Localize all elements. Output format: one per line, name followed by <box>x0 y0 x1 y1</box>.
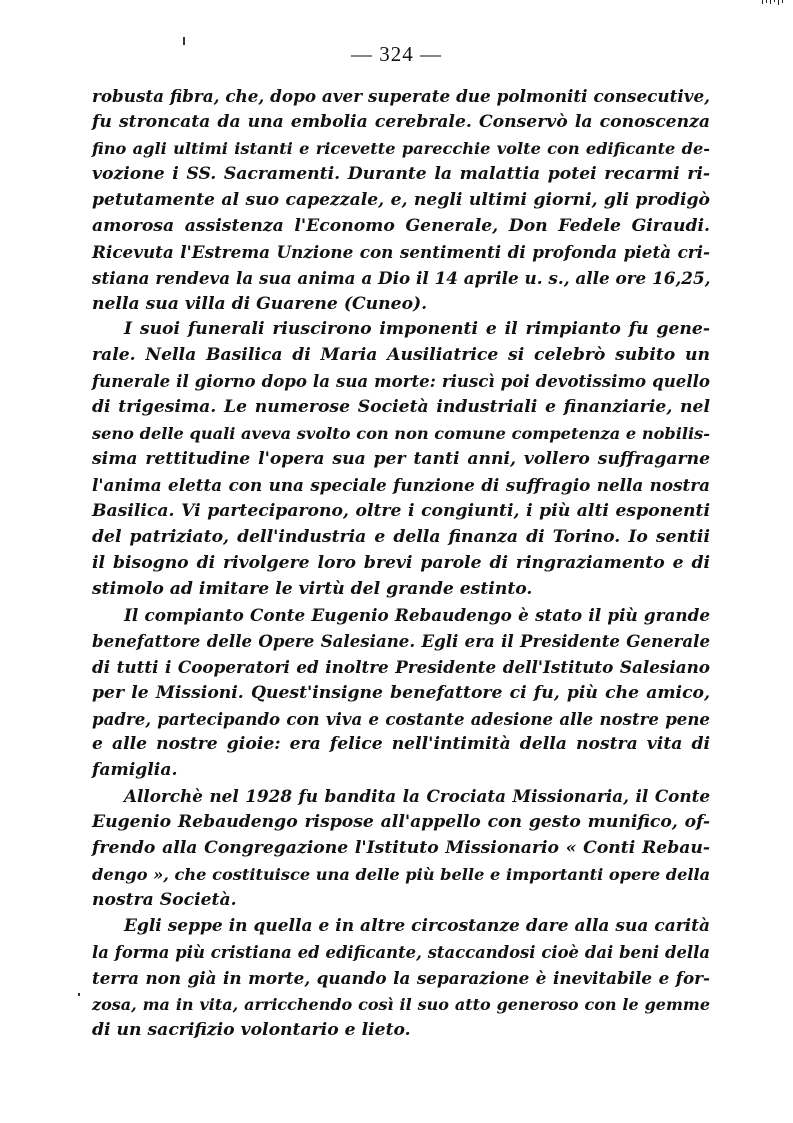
scan-speck <box>760 0 786 5</box>
paragraph-end-line: stimolo ad imitare le virtù del grande estinto. <box>92 578 533 599</box>
text-line: robusta fibra, che, dopo aver superate due polmoniti consecutive, <box>92 86 710 106</box>
text-line: Basilica. Vi parteciparono, oltre i congiunti, i più alti esponenti <box>92 501 710 521</box>
paragraph-first-line: Egli seppe in quella e in altre circostanze dare alla sua carità <box>124 916 710 936</box>
text-line: del patriziato, dell'industria e della finanza di Torino. Io sentii <box>92 526 710 547</box>
text-line: e alle nostre gioie: era felice nell'intimità della nostra vita di <box>92 734 710 755</box>
scan-mark <box>78 993 80 996</box>
text-line: padre, partecipando con viva e costante adesione alle nostre pene <box>92 708 710 729</box>
paragraph-first-line: Il compianto Conte Eugenio Rebaudengo è stato il più grande <box>124 604 710 625</box>
text-line: petutamente al suo capezzale, e, negli ultimi giorni, gli prodigò <box>92 189 710 210</box>
text-line: sima rettitudine l'opera sua per tanti anni, vollero suffragarne <box>92 449 710 470</box>
paragraph-first-line: Allorchè nel 1928 fu bandita la Crociata Missionaria, il Conte <box>124 786 710 807</box>
paragraph-end-line: nostra Società. <box>92 890 237 911</box>
text-line: rale. Nella Basilica di Maria Ausiliatrice si celebrò subito un <box>92 345 710 366</box>
text-line: la forma più cristiana ed edificante, staccandosi cioè dai beni della <box>92 942 710 962</box>
text-line: Eugenio Rebaudengo rispose all'appello con gesto munifico, of- <box>92 812 710 833</box>
paragraph-first-line: I suoi funerali riuscirono imponenti e il rimpianto fu gene- <box>124 319 710 340</box>
text-line: di trigesima. Le numerose Società industriali e finanziarie, nel <box>92 397 710 418</box>
text-line: fino agli ultimi istanti e ricevette parecchie volte con edificante de- <box>92 138 710 158</box>
text-line: di tutti i Cooperatori ed inoltre Presidente dell'Istituto Salesiano <box>92 656 710 677</box>
paragraph-end-line: nella sua villa di Guarene (Cuneo). <box>92 293 428 314</box>
text-line: zosa, ma in vita, arricchendo così il suo atto generoso con le gemme <box>92 994 710 1014</box>
text-line: benefattore delle Opere Salesiane. Egli era il Presidente Generale <box>92 630 710 651</box>
text-line: fu stroncata da una embolia cerebrale. Conservò la conoscenza <box>92 111 710 132</box>
text-line: dengo », che costituisce una delle più belle e importanti opere della <box>92 865 711 885</box>
text-line: terra non già in morte, quando la separazione è inevitabile e for- <box>92 967 710 988</box>
text-line: per le Missioni. Quest'insigne benefattore ci fu, più che amico, <box>92 682 710 703</box>
text-line: stiana rendeva la sua anima a Dio il 14 aprile u. s., alle ore 16,25, <box>92 267 711 288</box>
text-line: Ricevuta l'Estrema Unzione con sentimenti di profonda pietà cri- <box>92 241 710 262</box>
body-text <box>92 84 710 1044</box>
paragraph-end-line: di un sacrifizio volontario e lieto. <box>92 1019 411 1040</box>
paragraph-end-line: famiglia. <box>92 760 178 781</box>
text-line: l'anima eletta con una speciale funzione di suffragio nella nostra <box>92 475 710 496</box>
text-line: funerale il giorno dopo la sua morte: riuscì poi devotissimo quello <box>92 371 710 392</box>
text-line: vozione i SS. Sacramenti. Durante la malattia potei recarmi ri- <box>92 163 710 184</box>
text-line: seno delle quali aveva svolto con non comune competenza e nobilis- <box>92 424 710 444</box>
page-number: — 324 — <box>351 42 442 66</box>
text-line: frendo alla Congregazione l'Istituto Missionario « Conti Rebau- <box>92 838 710 859</box>
text-line: il bisogno di rivolgere loro brevi parole di ringraziamento e di <box>92 552 710 573</box>
text-line: amorosa assistenza l'Economo Generale, Don Fedele Giraudi. <box>92 215 710 236</box>
